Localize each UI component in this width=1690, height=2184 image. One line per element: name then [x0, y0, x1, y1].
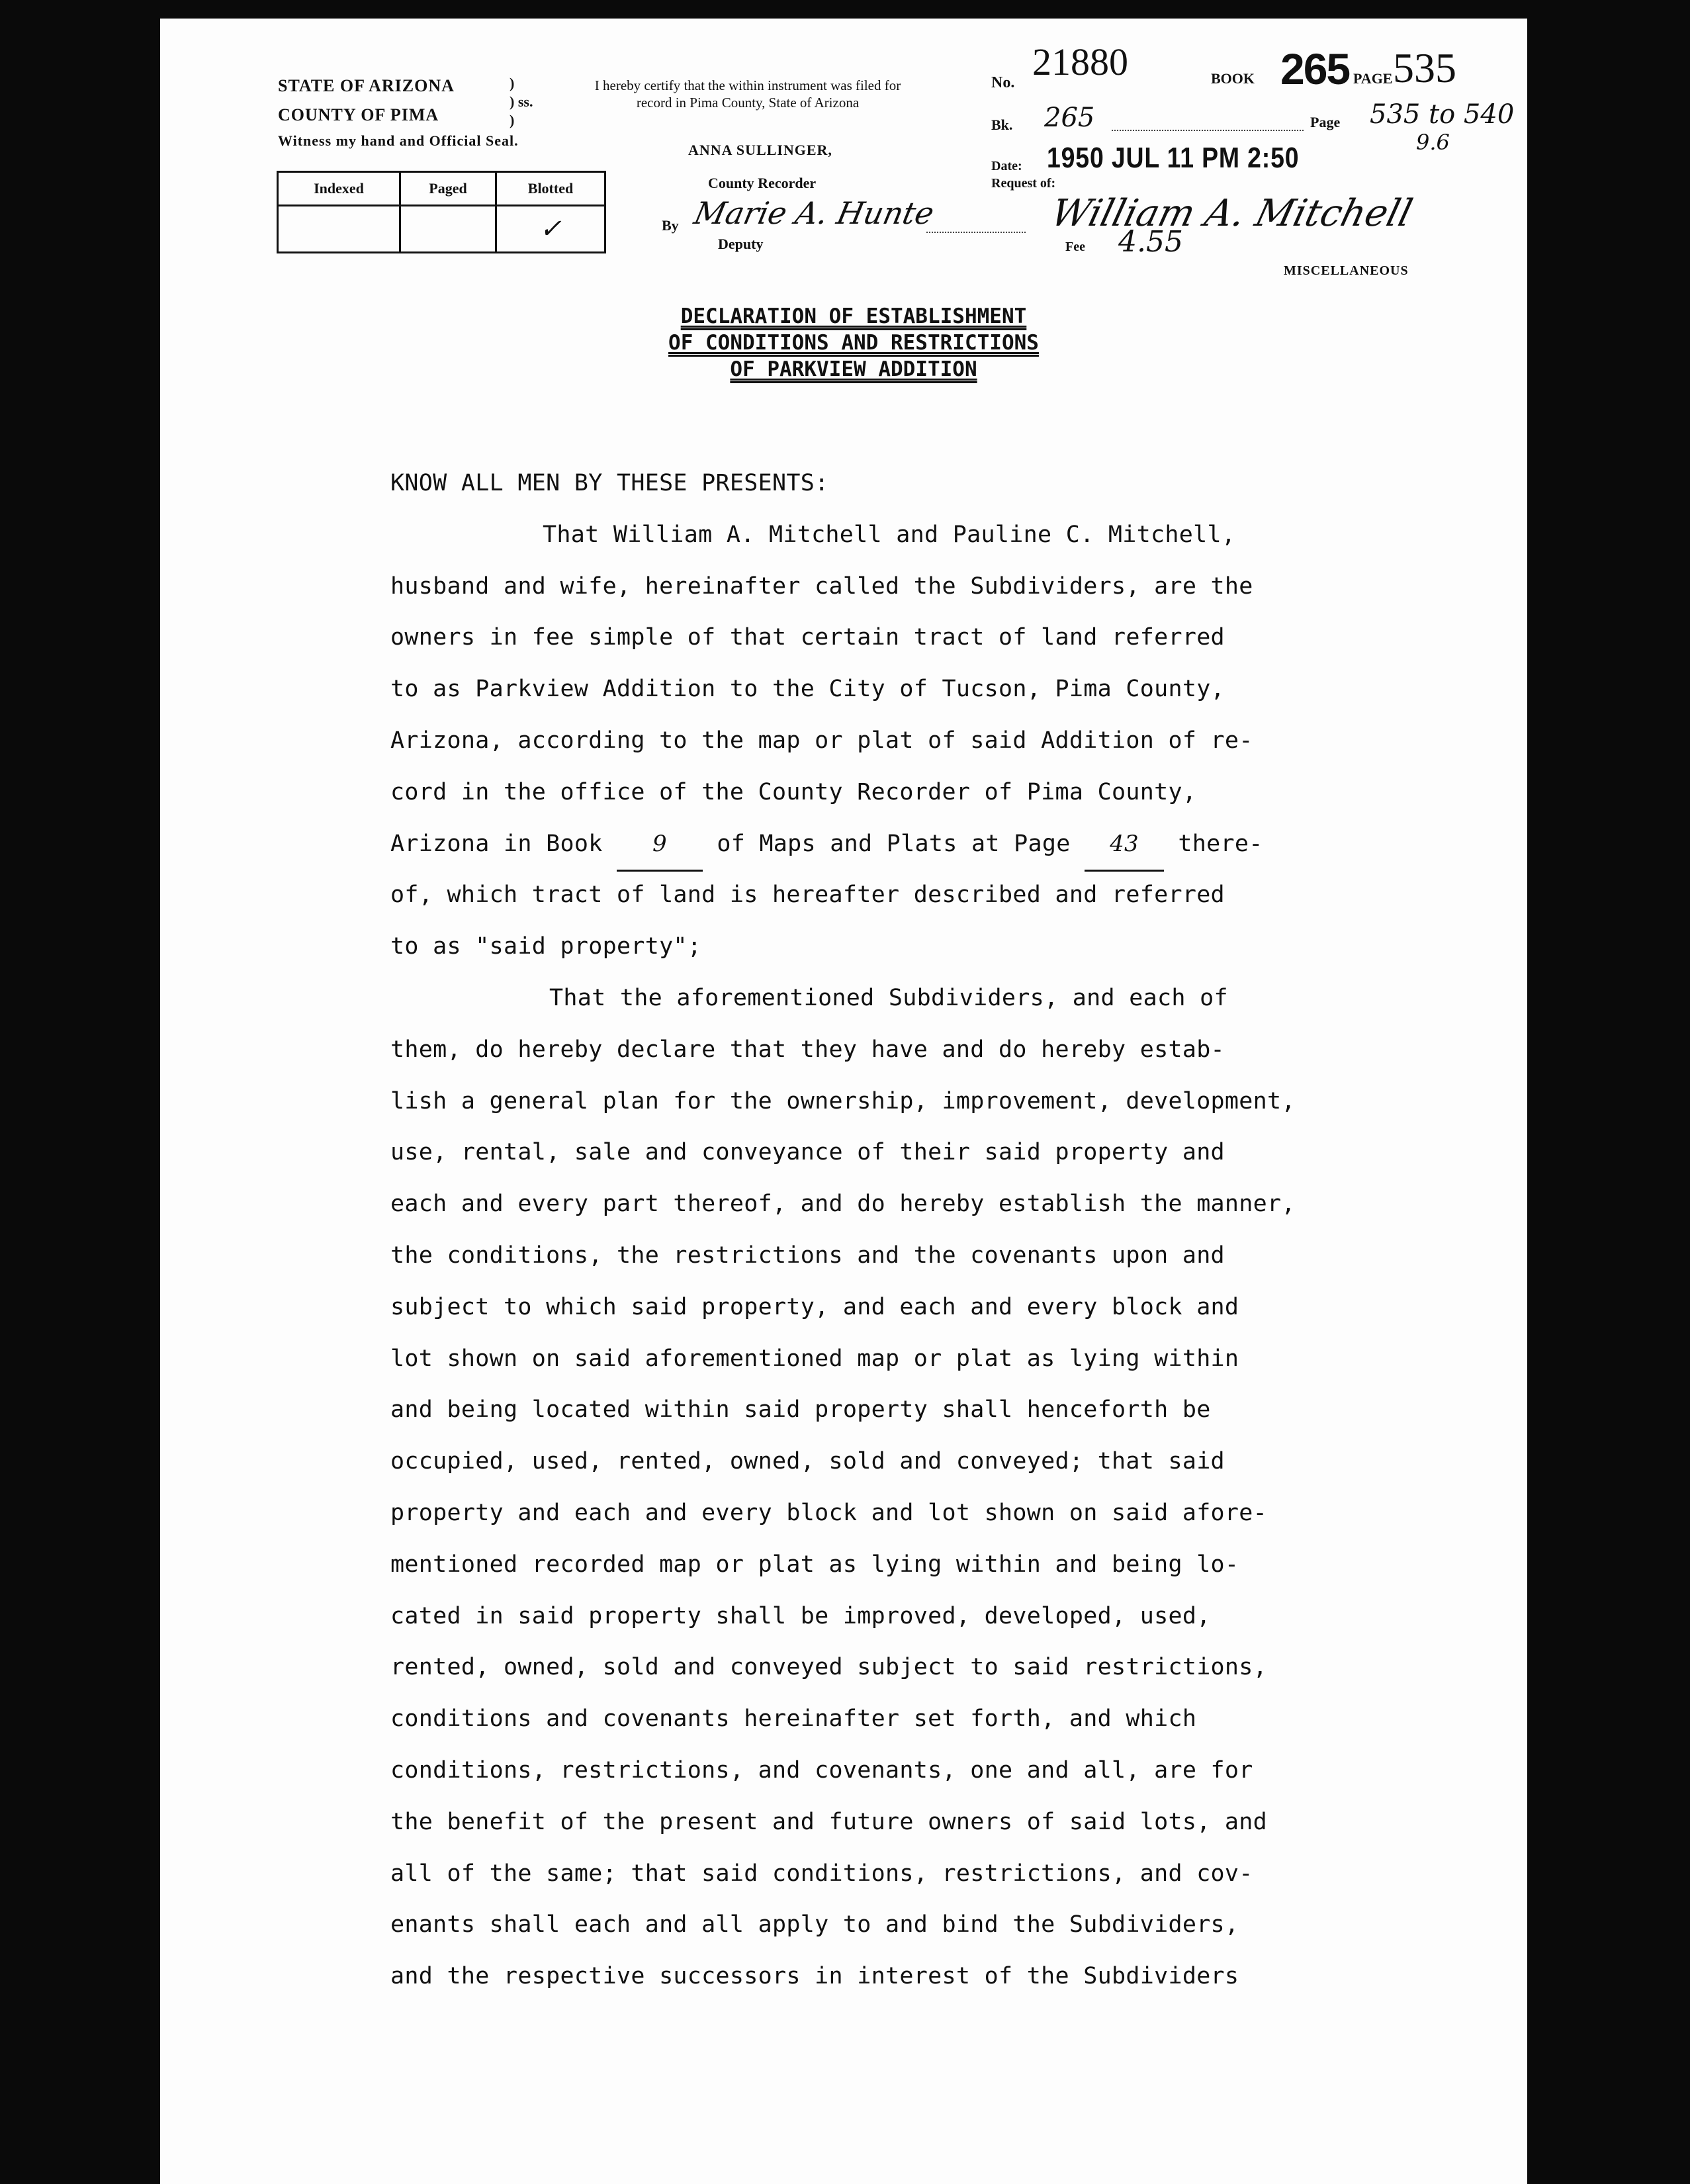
- pages-label: Page: [1310, 114, 1341, 130]
- fee-amount: 4.55: [1118, 225, 1183, 259]
- ss-bracket: ) ) ss. ): [510, 75, 533, 128]
- body-line: subject to which said property, and each and every block and: [390, 1293, 1239, 1320]
- recording-date: 1950 JUL 11 PM 2:50: [1047, 142, 1300, 174]
- pages-handwritten-note: 9.6: [1416, 130, 1450, 155]
- book-number-blank: 9: [617, 819, 703, 872]
- body-line: cated in said property shall be improved, developed, used,: [390, 1602, 1211, 1629]
- body-line: rented, owned, sold and conveyed subject to said restrictions,: [390, 1654, 1268, 1681]
- blotted-header: Blotted: [496, 172, 605, 206]
- body-line: to as "said property";: [390, 933, 702, 960]
- opening-line: KNOW ALL MEN BY THESE PRESENTS:: [390, 470, 829, 496]
- page-number: 535: [1393, 44, 1456, 91]
- body-line: cord in the office of the County Recorder of Pima County,: [390, 778, 1197, 805]
- body-line: to as Parkview Addition to the City of Tucson, Pima County,: [390, 676, 1225, 703]
- blotted-cell: [496, 206, 605, 253]
- body-line: property and each and every block and lot shown on said afore-: [390, 1499, 1268, 1526]
- body-line: mentioned recorded map or plat as lying within and being lo-: [390, 1551, 1239, 1578]
- book-label: BOOK: [1211, 70, 1255, 87]
- body-line: Arizona, according to the map or plat of said Addition of re-: [390, 727, 1253, 754]
- document-body: [390, 458, 1383, 2003]
- body-line: the benefit of the present and future owners of said lots, and: [390, 1808, 1268, 1835]
- body-line: That the aforementioned Subdividers, and each of: [549, 984, 1228, 1011]
- scan-border-left: [0, 0, 160, 2184]
- signature-dotted-line: [926, 232, 1026, 233]
- paged-header: Paged: [400, 172, 496, 206]
- request-label: Request of:: [991, 176, 1056, 191]
- pages-handwritten: 535 to 540: [1370, 99, 1515, 130]
- bk-label: Bk.: [991, 116, 1013, 133]
- body-line: and being located within said property shall henceforth be: [390, 1396, 1211, 1424]
- misc-stamp: MISCELLANEOUS: [1284, 263, 1409, 278]
- by-label: By: [662, 217, 679, 234]
- body-line: occupied, used, rented, owned, sold and conveyed; that said: [390, 1448, 1225, 1475]
- paged-cell: [400, 206, 496, 253]
- deputy-signature: Marie A. Hunte: [691, 195, 938, 231]
- recorder-name: ANNA SULLINGER,: [688, 142, 832, 158]
- body-line: the conditions, the restrictions and the covenants upon and: [390, 1242, 1225, 1269]
- indexed-table: [277, 171, 606, 253]
- book-page-line: Arizona in Book 9 of Maps and Plats at Page 43 there-: [390, 819, 1383, 870]
- indexed-header: Indexed: [278, 172, 400, 206]
- scan-border-right: [1527, 0, 1690, 2184]
- scan-border-top: [160, 0, 1527, 19]
- body-line: all of the same; that said conditions, restrictions, and cov-: [390, 1860, 1253, 1887]
- book-number: 265: [1280, 44, 1350, 93]
- title-line-1: DECLARATION OF ESTABLISHMENT: [680, 304, 1027, 328]
- witness-line: Witness my hand and Official Seal.: [278, 132, 519, 149]
- bk-dotted-line: [1112, 130, 1304, 131]
- body-line: enants shall each and all apply to and bind the Subdividers,: [390, 1911, 1239, 1938]
- body-line: and the respective successors in interest of the Subdividers: [390, 1963, 1239, 1990]
- certification-text: I hereby certify that the within instrument was filed for record in Pima County, State of Arizona: [594, 77, 901, 111]
- body-line: each and every part thereof, and do hereby establish the manner,: [390, 1191, 1296, 1218]
- date-label: Date:: [991, 159, 1022, 173]
- title-line-3: OF PARKVIEW ADDITION: [730, 357, 977, 381]
- bk-handwritten: 265: [1044, 103, 1095, 133]
- indexed-cell: [278, 206, 400, 253]
- number-label: No.: [991, 74, 1015, 91]
- body-line: That William A. Mitchell and Pauline C. Mitchell,: [543, 521, 1236, 548]
- document-title: [582, 303, 1125, 383]
- instrument-number: 21880: [1032, 40, 1128, 83]
- title-line-2: OF CONDITIONS AND RESTRICTIONS: [668, 331, 1039, 355]
- recorder-title: County Recorder: [708, 175, 817, 191]
- body-line: conditions and covenants hereinafter set forth, and which: [390, 1706, 1197, 1733]
- body-line: lot shown on said aforementioned map or plat as lying within: [390, 1345, 1239, 1372]
- body-line: conditions, restrictions, and covenants, one and all, are for: [390, 1756, 1253, 1784]
- county-line: COUNTY OF PIMA: [278, 105, 439, 124]
- requester-signature: William A. Mitchell: [1046, 192, 1417, 235]
- body-line: lish a general plan for the ownership, improvement, development,: [390, 1087, 1296, 1115]
- body-line: use, rental, sale and conveyance of their said property and: [390, 1139, 1225, 1166]
- body-line: them, do hereby declare that they have and do hereby estab-: [390, 1036, 1225, 1063]
- checkmark-icon: ✓: [539, 214, 562, 244]
- page-number-blank: 43: [1085, 819, 1164, 872]
- body-line: husband and wife, hereinafter called the Subdividers, are the: [390, 572, 1253, 600]
- state-line: STATE OF ARIZONA: [278, 76, 455, 95]
- page-label: PAGE: [1353, 70, 1393, 87]
- deputy-label: Deputy: [718, 236, 764, 252]
- fee-label: Fee: [1065, 240, 1085, 254]
- body-line: of, which tract of land is hereafter described and referred: [390, 882, 1225, 909]
- body-line: owners in fee simple of that certain tract of land referred: [390, 624, 1225, 651]
- recording-stamp-left: [278, 71, 622, 152]
